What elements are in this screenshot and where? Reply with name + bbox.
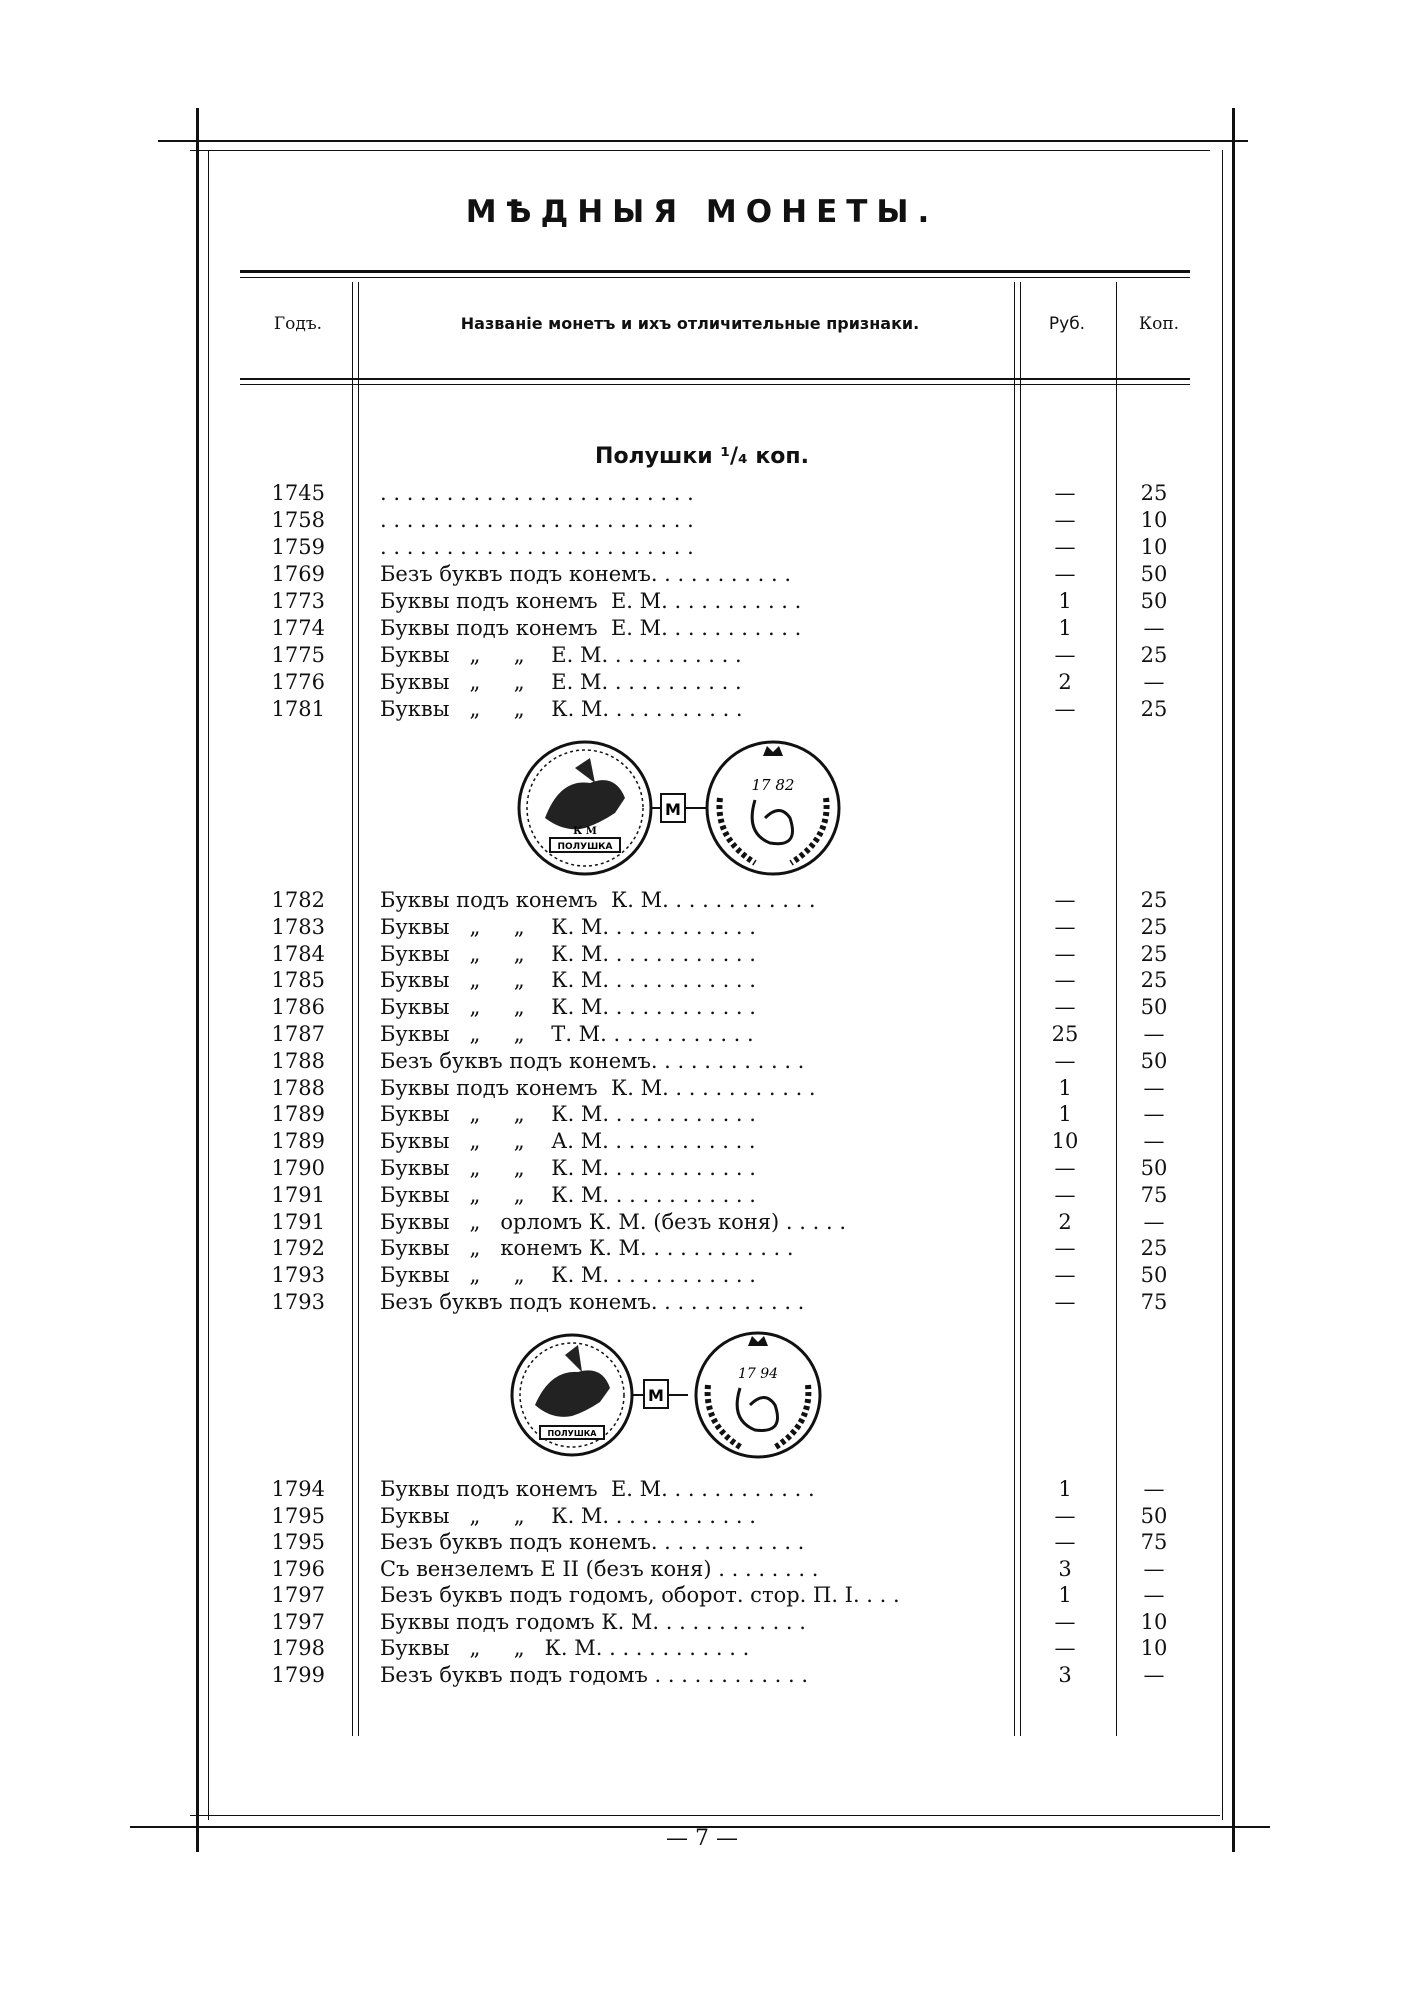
- table-row: [0, 1635, 1404, 1662]
- cell-year: 1789: [271, 1102, 325, 1127]
- cell-description: Буквы подъ конемъ Е. М. . . . . . . . . . .: [380, 616, 802, 640]
- cell-year: 1795: [271, 1530, 325, 1554]
- column-header-kop: Коп.: [1138, 314, 1180, 334]
- cell-kop: 25: [1140, 643, 1168, 667]
- cell-description: . . . . . . . . . . . . . . . . . . . . . . . .: [380, 481, 694, 505]
- cell-rub: —: [1054, 888, 1076, 912]
- cell-year: 1796: [271, 1556, 325, 1581]
- cell-description: Буквы „ „ К. М. . . . . . . . . . . .: [380, 1263, 756, 1288]
- table-row: [0, 1155, 1404, 1182]
- cell-year: 1797: [271, 1609, 325, 1634]
- cell-description: Буквы „ „ К. М. . . . . . . . . . . .: [380, 1503, 756, 1528]
- cell-year: 1790: [271, 1156, 325, 1180]
- cell-description: Буквы „ „ К. М. . . . . . . . . . .: [380, 697, 743, 721]
- table-row: [0, 1235, 1404, 1262]
- cell-description: Буквы подъ конемъ Е. М. . . . . . . . . . . .: [380, 1477, 815, 1501]
- cell-description: Буквы „ орломъ К. М. (безъ коня) . . . . .: [380, 1209, 846, 1234]
- cell-year: 1798: [271, 1636, 325, 1660]
- cell-year: 1794: [271, 1477, 325, 1501]
- cell-rub: —: [1054, 1182, 1076, 1207]
- cell-rub: —: [1054, 1156, 1076, 1180]
- table-row: [0, 1662, 1404, 1689]
- table-row: [0, 994, 1404, 1021]
- cell-rub: 1: [1058, 1583, 1072, 1607]
- header-rule-top: [240, 270, 1190, 273]
- header-rule-bottom-2: [240, 384, 1190, 385]
- cell-year: 1785: [271, 968, 325, 993]
- table-row: [0, 914, 1404, 941]
- cell-kop: 50: [1140, 1156, 1168, 1180]
- cell-year: 1795: [271, 1503, 325, 1528]
- cell-rub: —: [1054, 1290, 1076, 1314]
- cell-kop: 10: [1140, 1636, 1168, 1660]
- table-row: [0, 1529, 1404, 1556]
- cell-year: 1793: [271, 1263, 325, 1288]
- cell-rub: 1: [1058, 1477, 1072, 1501]
- cell-kop: —: [1143, 1102, 1165, 1127]
- cell-description: Буквы подъ конемъ Е. М. . . . . . . . . . .: [380, 589, 802, 613]
- cell-kop: 25: [1140, 888, 1168, 912]
- column-header-rub: Руб.: [1048, 314, 1086, 334]
- table-row: [0, 887, 1404, 914]
- cell-kop: 50: [1140, 995, 1168, 1020]
- table-row: [0, 696, 1404, 723]
- cell-description: Буквы „ „ А. М. . . . . . . . . . . .: [380, 1129, 756, 1154]
- table-row: [0, 534, 1404, 561]
- table-row: [0, 1101, 1404, 1128]
- cell-kop: —: [1143, 1477, 1165, 1501]
- table-row: [0, 967, 1404, 994]
- cell-rub: 1: [1058, 1075, 1072, 1100]
- cell-kop: —: [1143, 1129, 1165, 1154]
- table-row: [0, 507, 1404, 534]
- table-row: [0, 1503, 1404, 1530]
- cell-year: 1776: [271, 670, 325, 694]
- cell-year: 1789: [271, 1129, 325, 1154]
- coin-illustration-1782: [515, 738, 845, 878]
- table-row: [0, 1262, 1404, 1289]
- cell-description: Буквы „ „ К. М. . . . . . . . . . . .: [380, 1182, 756, 1207]
- cell-kop: 50: [1140, 1263, 1168, 1288]
- cell-kop: 25: [1140, 481, 1168, 505]
- cell-kop: 50: [1140, 1048, 1168, 1073]
- cell-description: Буквы подъ конемъ К. М. . . . . . . . . . . .: [380, 1075, 816, 1100]
- column-header-year: Годъ.: [273, 314, 323, 334]
- cell-year: 1773: [271, 589, 325, 613]
- cell-kop: —: [1143, 1022, 1165, 1046]
- cell-description: Буквы „ „ К. М. . . . . . . . . . . .: [380, 968, 756, 993]
- cell-kop: 25: [1140, 1236, 1168, 1261]
- table-row: [0, 1476, 1404, 1503]
- cell-year: 1791: [271, 1182, 325, 1207]
- cell-description: Буквы „ „ Е. М. . . . . . . . . . .: [380, 643, 742, 667]
- cell-rub: 3: [1058, 1662, 1072, 1687]
- cell-rub: —: [1054, 1530, 1076, 1554]
- cell-description: Безъ буквъ подъ годомъ, оборот. стор. П. I. . . .: [380, 1583, 900, 1607]
- cell-kop: —: [1143, 616, 1165, 640]
- table-row: [0, 669, 1404, 696]
- table-row: [0, 1209, 1404, 1236]
- table-row: [0, 1075, 1404, 1102]
- frame-top-inner: [190, 150, 1210, 151]
- cell-rub: —: [1054, 914, 1076, 939]
- cell-year: 1784: [271, 941, 325, 966]
- cell-kop: 50: [1140, 589, 1168, 613]
- table-row: [0, 1582, 1404, 1609]
- coin-2-mint-mark: М: [648, 1386, 664, 1405]
- cell-kop: —: [1143, 1662, 1165, 1687]
- cell-description: . . . . . . . . . . . . . . . . . . . . . . . .: [380, 508, 694, 532]
- cell-year: 1797: [271, 1583, 325, 1607]
- cell-year: 1791: [271, 1209, 325, 1234]
- cell-rub: 3: [1058, 1556, 1072, 1581]
- cell-description: Безъ буквъ подъ конемъ. . . . . . . . . . . .: [380, 1530, 805, 1554]
- cell-kop: 25: [1140, 941, 1168, 966]
- cell-rub: 1: [1058, 589, 1072, 613]
- cell-rub: 25: [1051, 1022, 1079, 1046]
- cell-year: 1759: [271, 535, 325, 559]
- cell-description: Буквы подъ годомъ К. М. . . . . . . . . . . .: [380, 1609, 806, 1634]
- cell-rub: —: [1054, 1263, 1076, 1288]
- table-row: [0, 561, 1404, 588]
- cell-rub: —: [1054, 1236, 1076, 1261]
- section-heading: Полушки ¹/₄ коп.: [595, 444, 809, 469]
- cell-description: Буквы „ „ К. М. . . . . . . . . . . .: [380, 1156, 756, 1180]
- cell-rub: —: [1054, 1609, 1076, 1634]
- cell-rub: 1: [1058, 1102, 1072, 1127]
- cell-rub: —: [1054, 1503, 1076, 1528]
- coin-1-mint-mark: М: [665, 800, 681, 819]
- cell-kop: 75: [1140, 1530, 1168, 1554]
- cell-description: Безъ буквъ подъ конемъ. . . . . . . . . . . .: [380, 1048, 805, 1073]
- table-row: [0, 1556, 1404, 1583]
- cell-kop: 50: [1140, 562, 1168, 586]
- cell-year: 1788: [271, 1048, 325, 1073]
- cell-description: Буквы „ „ К. М. . . . . . . . . . . .: [380, 1636, 750, 1660]
- cell-rub: —: [1054, 941, 1076, 966]
- table-row: [0, 1128, 1404, 1155]
- coin-1-reverse-year: 17 82: [751, 776, 795, 794]
- cell-description: Буквы „ „ Т. М. . . . . . . . . . . .: [380, 1022, 754, 1046]
- cell-description: Буквы подъ конемъ К. М. . . . . . . . . . . .: [380, 888, 816, 912]
- cell-kop: 10: [1140, 535, 1168, 559]
- cell-kop: —: [1143, 1209, 1165, 1234]
- coin-illustration-1794: [510, 1330, 830, 1460]
- cell-year: 1788: [271, 1075, 325, 1100]
- cell-year: 1783: [271, 914, 325, 939]
- cell-description: Буквы „ „ К. М. . . . . . . . . . . .: [380, 941, 756, 966]
- header-rule-top-2: [240, 277, 1190, 278]
- cell-year: 1775: [271, 643, 325, 667]
- cell-description: Съ вензелемъ Е II (безъ коня) . . . . . . . .: [380, 1556, 819, 1581]
- cell-year: 1745: [271, 481, 325, 505]
- cell-kop: 25: [1140, 914, 1168, 939]
- cell-year: 1793: [271, 1290, 325, 1314]
- cell-kop: 25: [1140, 697, 1168, 721]
- cell-year: 1781: [271, 697, 325, 721]
- table-row: [0, 588, 1404, 615]
- frame-top-outer: [158, 140, 1248, 142]
- cell-rub: —: [1054, 1048, 1076, 1073]
- cell-description: Буквы „ „ К. М. . . . . . . . . . . .: [380, 1102, 756, 1127]
- table-row: [0, 480, 1404, 507]
- cell-kop: 10: [1140, 1609, 1168, 1634]
- coin-image: [515, 738, 845, 878]
- cell-year: 1799: [271, 1662, 325, 1687]
- cell-year: 1786: [271, 995, 325, 1020]
- cell-year: 1769: [271, 562, 325, 586]
- cell-rub: 2: [1058, 670, 1072, 694]
- coin-2-obverse-text: ПОЛУШКА: [547, 1429, 597, 1438]
- table-row: [0, 1182, 1404, 1209]
- cell-rub: —: [1054, 1636, 1076, 1660]
- table-row: [0, 642, 1404, 669]
- cell-description: . . . . . . . . . . . . . . . . . . . . . . . .: [380, 535, 694, 559]
- cell-rub: —: [1054, 643, 1076, 667]
- cell-kop: —: [1143, 1075, 1165, 1100]
- cell-kop: 50: [1140, 1503, 1168, 1528]
- column-header-description: Названіе монетъ и ихъ отличительные признаки.: [460, 314, 920, 333]
- page-title: МѢДНЫЯ МОНЕТЫ.: [465, 194, 939, 230]
- cell-description: Буквы „ „ Е. М. . . . . . . . . . .: [380, 670, 742, 694]
- cell-rub: 1: [1058, 616, 1072, 640]
- cell-year: 1774: [271, 616, 325, 640]
- cell-description: Буквы „ конемъ К. М. . . . . . . . . . . .: [380, 1236, 794, 1261]
- cell-description: Безъ буквъ подъ конемъ. . . . . . . . . . . .: [380, 1290, 805, 1314]
- page-number: — 7 —: [666, 1826, 738, 1851]
- cell-rub: —: [1054, 508, 1076, 532]
- cell-kop: 25: [1140, 968, 1168, 993]
- cell-kop: —: [1143, 670, 1165, 694]
- cell-kop: 75: [1140, 1290, 1168, 1314]
- cell-rub: —: [1054, 995, 1076, 1020]
- cell-year: 1787: [271, 1022, 325, 1046]
- table-row: [0, 615, 1404, 642]
- table-row: [0, 941, 1404, 968]
- cell-rub: —: [1054, 697, 1076, 721]
- cell-rub: —: [1054, 968, 1076, 993]
- cell-kop: —: [1143, 1556, 1165, 1581]
- frame-bottom-inner: [190, 1815, 1220, 1816]
- cell-kop: 10: [1140, 508, 1168, 532]
- table-row: [0, 1021, 1404, 1048]
- cell-description: Безъ буквъ подъ конемъ. . . . . . . . . . .: [380, 562, 792, 586]
- cell-rub: 10: [1051, 1129, 1079, 1154]
- coin-image: [510, 1330, 830, 1460]
- table-row: [0, 1289, 1404, 1316]
- cell-year: 1792: [271, 1236, 325, 1261]
- coin-1-obverse-text: ПОЛУШКА: [557, 842, 613, 852]
- cell-year: 1782: [271, 888, 325, 912]
- table-row: [0, 1609, 1404, 1636]
- cell-description: Буквы „ „ К. М. . . . . . . . . . . .: [380, 995, 756, 1020]
- coin-1-obverse-letters: К М: [573, 826, 597, 837]
- cell-description: Безъ буквъ подъ годомъ . . . . . . . . . . . .: [380, 1662, 809, 1687]
- coin-2-reverse-year: 17 94: [737, 1366, 779, 1382]
- cell-rub: —: [1054, 562, 1076, 586]
- cell-year: 1758: [271, 508, 325, 532]
- header-rule-bottom: [240, 378, 1190, 380]
- cell-kop: 75: [1140, 1182, 1168, 1207]
- cell-description: Буквы „ „ К. М. . . . . . . . . . . .: [380, 914, 756, 939]
- cell-rub: —: [1054, 481, 1076, 505]
- cell-rub: —: [1054, 535, 1076, 559]
- table-row: [0, 1048, 1404, 1075]
- cell-rub: 2: [1058, 1209, 1072, 1234]
- cell-kop: —: [1143, 1583, 1165, 1607]
